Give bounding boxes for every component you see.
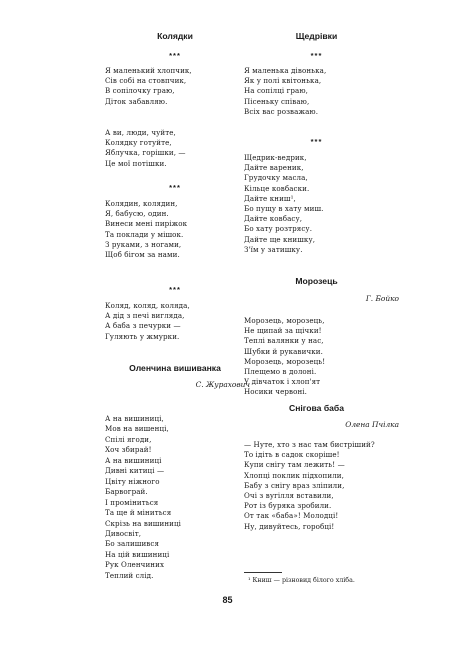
poem-author: Г. Бойко: [365, 294, 399, 303]
poem-title-vyshyvanka: Оленчина вишиванка: [129, 363, 221, 373]
section-title-kolyadky: Колядки: [157, 31, 193, 41]
stanza-separator: ***: [169, 51, 181, 60]
stanza-separator: ***: [169, 183, 181, 192]
poem-stanza: Колядин, колядин, Я, бабусю, один. Винеси мені пиріжок Та поклади у мішок. З руками, з ногами, Щоб бігом за нами.: [105, 199, 188, 260]
poem-text: Морозець, морозець, Не щипай за щічки! Теплі валянки у нас, Шубки й рукавички. Морозець, морозець! Плещемо в долоні. У дівчаток і хлоп'ят Носики червоні.: [244, 316, 326, 397]
poem-title-morozets: Морозець: [295, 276, 338, 286]
section-title-shchedrivky: Щедрівки: [295, 31, 338, 41]
poem-author: Олена Пчілка: [345, 420, 399, 429]
page-number: 85: [222, 595, 233, 605]
poem-author: С. Журахович: [195, 380, 250, 389]
footnote: ¹ Книш — різновид білого хліба.: [248, 577, 355, 584]
footnote-divider: [244, 572, 282, 573]
poem-stanza: Я маленька дівонька, Як у полі квітонька, На сопілці граю, Пісеньку співаю, Всіх вас розважаю.: [244, 66, 327, 116]
poem-title-snigova-baba: Снігова баба: [288, 403, 344, 413]
poem-stanza: Щедрик-ведрик, Дайте вареник, Грудочку масла, Кільце ковбаски. Дайте книш¹, Бо пущу в хату миш. Дайте ковбасу, Бо хату розтрясу. Дайте ще книшку, З'їм у затишку.: [244, 153, 324, 254]
poem-stanza: Коляд, коляд, коляда, А дід з печі вигляда, А баба з печурки — Гуляють у жмурки.: [105, 301, 190, 341]
stanza-separator: ***: [310, 51, 323, 60]
stanza-separator: ***: [169, 285, 181, 294]
poem-text: — Нуте, хто з нас там бистріший? То ідіть в садок скоріше! Купи снігу там лежить! — Хлопці поклик підхопили, Бабу з снігу враз зліпили, Очі з вугілля вставили, Рот із буряка зробили. От так «баба»! Молодці! Ну, дивуйтесь, горобці!: [244, 440, 375, 531]
poem-stanza: Я маленький хлопчик, Сів собі на стовпчик, В сопілочку граю, Діток забавляю.: [105, 66, 192, 106]
poem-text: А на вишиниці, Мов на вишенці, Спілі ягоди, Хоч збирай! А на вишиниці Дивні китиці — Цвіту ніжного Барвограй. І проміниться Та ще й міниться Скрізь на вишиниці Дивосвіт, Бо залишився На цій вишиниці Рук Оленчиних Теплий слід.: [105, 414, 182, 580]
stanza-separator: ***: [310, 137, 323, 146]
poem-stanza: А ви, люди, чуйте, Колядку готуйте, Яблучка, горішки, — Це мої потішки.: [105, 128, 186, 168]
